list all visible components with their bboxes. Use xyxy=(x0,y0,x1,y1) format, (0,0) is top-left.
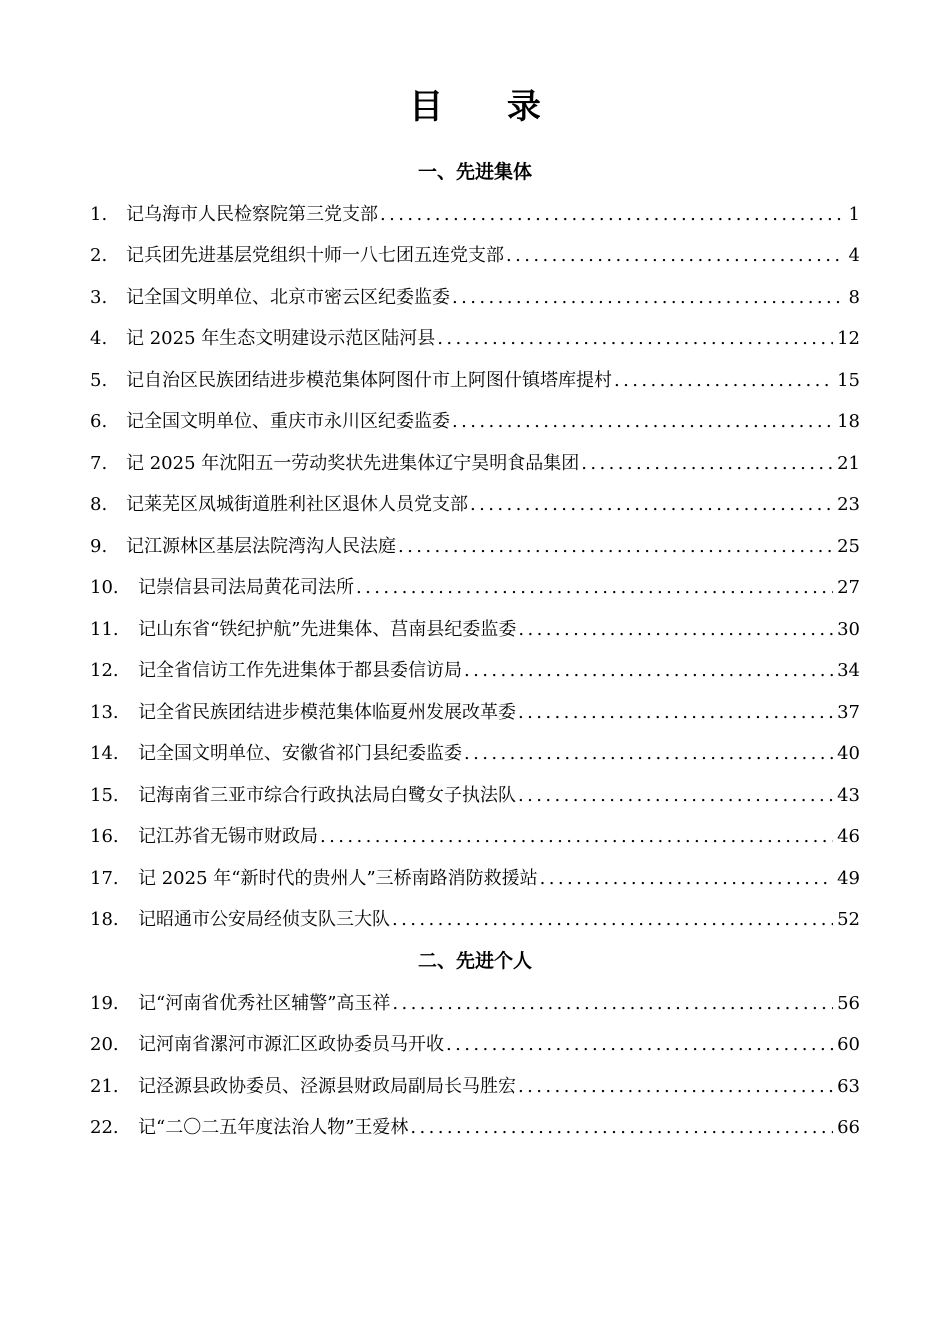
dot-leader xyxy=(518,781,833,811)
toc-entry[interactable] xyxy=(90,490,860,520)
entry-title: 记泾源县政协委员、泾源县财政局副局长马胜宏 xyxy=(138,1076,516,1097)
dot-leader xyxy=(581,449,833,479)
entry-page-number: 4 xyxy=(848,245,860,266)
dot-leader xyxy=(452,407,833,437)
toc-entry[interactable] xyxy=(90,739,860,769)
dot-leader xyxy=(518,615,833,645)
entry-page-number: 23 xyxy=(837,494,860,515)
entry-title: 记全省民族团结进步模范集体临夏州发展改革委 xyxy=(138,702,516,723)
entry-title: 记江源林区基层法院湾沟人民法庭 xyxy=(126,536,396,557)
entry-title: 记“河南省优秀社区辅警”高玉祥 xyxy=(138,993,391,1014)
entry-page-number: 63 xyxy=(837,1076,860,1097)
entry-page-number: 52 xyxy=(837,909,860,930)
dot-leader xyxy=(437,324,833,354)
section-heading-individuals: 二、先进个人 xyxy=(417,950,532,972)
entry-title: 记海南省三亚市综合行政执法局白鹭女子执法队 xyxy=(138,785,516,806)
entry-title: 记全国文明单位、重庆市永川区纪委监委 xyxy=(126,411,450,432)
entry-title: 记莱芜区凤城街道胜利社区退休人员党支部 xyxy=(126,494,468,515)
entry-page-number: 12 xyxy=(837,328,860,349)
entry-page-number: 15 xyxy=(837,370,860,391)
toc-entry[interactable] xyxy=(90,864,860,894)
toc-entry[interactable] xyxy=(90,366,860,396)
entry-number: 5. xyxy=(90,370,108,391)
entry-number: 14. xyxy=(90,743,119,764)
dot-leader xyxy=(452,283,845,313)
entry-page-number: 1 xyxy=(848,204,860,225)
entry-number: 2. xyxy=(90,245,108,266)
dot-leader xyxy=(506,241,845,271)
dot-leader xyxy=(410,1113,833,1143)
entry-page-number: 40 xyxy=(837,743,860,764)
entry-number: 22. xyxy=(90,1117,119,1138)
entry-page-number: 46 xyxy=(837,826,860,847)
dot-leader xyxy=(518,1072,833,1102)
dot-leader xyxy=(540,864,833,894)
entry-title: 记 2025 年沈阳五一劳动奖状先进集体辽宁昊明食品集团 xyxy=(126,453,580,474)
dot-leader xyxy=(392,989,833,1019)
entry-number: 10. xyxy=(90,577,119,598)
dot-leader xyxy=(398,532,833,562)
entry-title: 记“二〇二五年度法治人物”王爱林 xyxy=(138,1117,409,1138)
entry-title: 记江苏省无锡市财政局 xyxy=(138,826,318,847)
entry-title: 记昭通市公安局经侦支队三大队 xyxy=(138,909,390,930)
toc-entry[interactable] xyxy=(90,573,860,603)
entry-number: 21. xyxy=(90,1076,119,1097)
toc-entry[interactable] xyxy=(90,989,860,1019)
entry-page-number: 8 xyxy=(848,287,860,308)
dot-leader xyxy=(464,656,833,686)
entry-number: 17. xyxy=(90,868,119,889)
entry-number: 11. xyxy=(90,619,119,640)
entry-title: 记兵团先进基层党组织十师一八七团五连党支部 xyxy=(126,245,504,266)
entry-page-number: 49 xyxy=(837,868,860,889)
entry-page-number: 27 xyxy=(837,577,860,598)
entry-number: 9. xyxy=(90,536,108,557)
dot-leader xyxy=(614,366,833,396)
entry-number: 13. xyxy=(90,702,119,723)
entry-title: 记山东省“铁纪护航”先进集体、莒南县纪委监委 xyxy=(138,619,517,640)
dot-leader xyxy=(470,490,833,520)
entry-page-number: 43 xyxy=(837,785,860,806)
entry-page-number: 21 xyxy=(837,453,860,474)
dot-leader xyxy=(392,905,833,935)
entry-title: 记全国文明单位、安徽省祁门县纪委监委 xyxy=(138,743,462,764)
toc-entry[interactable] xyxy=(90,1030,860,1060)
entry-number: 18. xyxy=(90,909,119,930)
toc-entry[interactable] xyxy=(90,200,860,230)
entry-page-number: 25 xyxy=(837,536,860,557)
dot-leader xyxy=(518,698,833,728)
entry-page-number: 18 xyxy=(837,411,860,432)
entry-page-number: 60 xyxy=(837,1034,860,1055)
toc-entry[interactable] xyxy=(90,1113,860,1143)
entry-number: 4. xyxy=(90,328,108,349)
entry-title: 记 2025 年生态文明建设示范区陆河县 xyxy=(126,328,436,349)
toc-entry[interactable] xyxy=(90,1072,860,1102)
entry-number: 3. xyxy=(90,287,108,308)
toc-entry[interactable] xyxy=(90,283,860,313)
dot-leader xyxy=(320,822,833,852)
toc-entry[interactable] xyxy=(90,615,860,645)
entry-number: 16. xyxy=(90,826,119,847)
entry-title: 记全国文明单位、北京市密云区纪委监委 xyxy=(126,287,450,308)
toc-entry[interactable] xyxy=(90,656,860,686)
dot-leader xyxy=(356,573,833,603)
page-title: 目 录 xyxy=(409,87,567,127)
section-heading-collectives: 一、先进集体 xyxy=(417,161,532,183)
toc-entry[interactable] xyxy=(90,822,860,852)
dot-leader xyxy=(380,200,845,230)
entry-number: 8. xyxy=(90,494,108,515)
entry-number: 12. xyxy=(90,660,119,681)
toc-entry[interactable] xyxy=(90,241,860,271)
entry-page-number: 34 xyxy=(837,660,860,681)
entry-page-number: 30 xyxy=(837,619,860,640)
entry-title: 记乌海市人民检察院第三党支部 xyxy=(126,204,378,225)
entry-number: 6. xyxy=(90,411,108,432)
entry-page-number: 56 xyxy=(837,993,860,1014)
dot-leader xyxy=(464,739,833,769)
entry-number: 20. xyxy=(90,1034,119,1055)
entry-number: 15. xyxy=(90,785,119,806)
entry-page-number: 66 xyxy=(837,1117,860,1138)
toc-entry[interactable] xyxy=(90,324,860,354)
entry-title: 记 2025 年“新时代的贵州人”三桥南路消防救援站 xyxy=(138,868,538,889)
entry-title: 记全省信访工作先进集体于都县委信访局 xyxy=(138,660,462,681)
entry-number: 1. xyxy=(90,204,108,225)
toc-entry[interactable] xyxy=(90,449,860,479)
entry-title: 记自治区民族团结进步模范集体阿图什市上阿图什镇塔库提村 xyxy=(126,370,612,391)
toc-entry[interactable] xyxy=(90,407,860,437)
toc-entry[interactable] xyxy=(90,532,860,562)
toc-entry[interactable] xyxy=(90,905,860,935)
toc-entry[interactable] xyxy=(90,698,860,728)
entry-number: 19. xyxy=(90,993,119,1014)
dot-leader xyxy=(446,1030,833,1060)
toc-entry[interactable] xyxy=(90,781,860,811)
entry-number: 7. xyxy=(90,453,108,474)
entry-title: 记河南省漯河市源汇区政协委员马开收 xyxy=(138,1034,444,1055)
entry-page-number: 37 xyxy=(837,702,860,723)
entry-title: 记崇信县司法局黄花司法所 xyxy=(138,577,354,598)
